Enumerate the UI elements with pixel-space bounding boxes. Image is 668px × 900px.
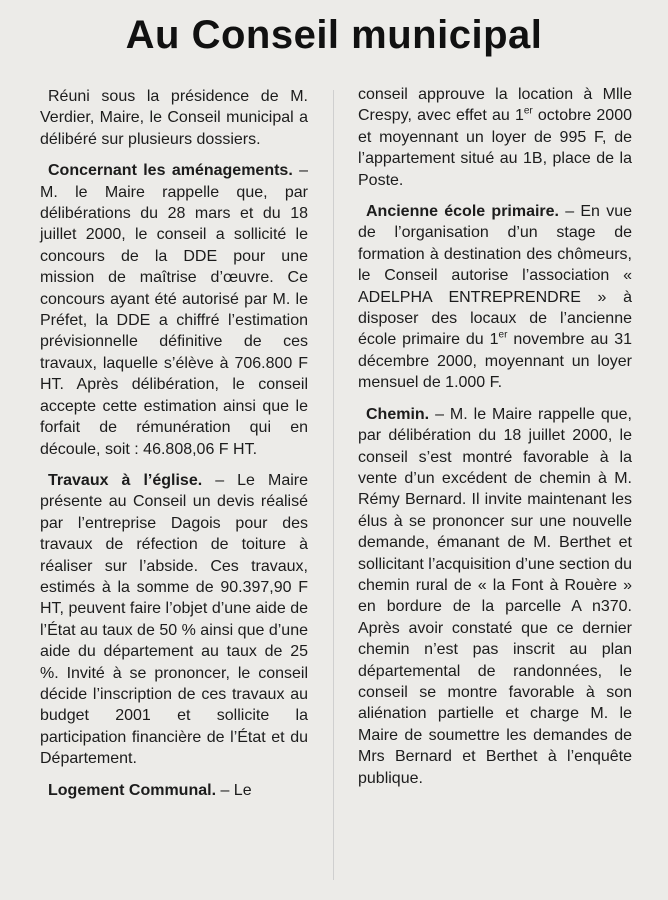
logement-body: – Le: [216, 781, 252, 799]
page-title: Au Conseil municipal: [125, 13, 543, 57]
ecole-body-1: – En vue de l’organisation d’un stage de formation à destination des chômeurs, le Conseil autorise l’association « ADELPHA ENTREPRENDRE » à disposer des locaux de l’ancienne école primaire du 1: [358, 203, 632, 349]
logement-paragraph: [40, 780, 308, 801]
chemin-paragraph: [358, 404, 632, 789]
eglise-body: – Le Maire présente au Conseil un devis réalisé par l’entreprise Dagois pour des travaux de réfection de toiture à réaliser sur l’abside. Ces travaux, estimés à la somme de 90.397,90 F HT, peuvent faire l’objet d’une aide de l’État au taux de 50 % ainsi que d’une aide du département au taux de 25 %. Invité à se prononcer, le conseil décide l’inscription de ces travaux au budget 2001 et sollicite la participation financière de l’État et du Département.: [40, 471, 309, 768]
logement-continued-paragraph: [358, 84, 632, 191]
eglise-paragraph: [40, 470, 308, 770]
amenagements-heading: Concernant les aménagements.: [48, 162, 293, 180]
logement-continued-text-2: octobre 2000 et moyennant un loyer de 995 F, de l’appartement situé au 1B, place de la Poste.: [358, 107, 632, 189]
column-divider: [333, 90, 334, 880]
eglise-heading: Travaux à l’église.: [48, 471, 203, 489]
logement-heading: Logement Communal.: [48, 781, 217, 799]
right-column: [358, 84, 632, 799]
logement-superscript: er: [523, 106, 533, 118]
ecole-heading: Ancienne école primaire.: [366, 203, 559, 221]
amenagements-paragraph: [40, 160, 308, 460]
chemin-body: – M. le Maire rappelle que, par délibération du 18 juillet 2000, le conseil s’est montré favorable à la vente d’un excédent de chemin à M. Rémy Bernard. Il invite maintenant les élus à se prononcer sur une nouvelle demande, émanant de M. Berthet et sollicitant l’acquisition d’une section du chemin rural de « la Font à Rouère » en bordure de la parcelle A n370. Après avoir constaté que ce dernier chemin n’est pas inscrit au plan départemental de randonnées, le conseil se montre favorable à son aliénation partielle et charge M. le Maire de soumettre les demandes de Mrs Bernard et Berthet à l’enquête publique.: [358, 405, 632, 787]
intro-paragraph: [40, 86, 308, 150]
logement-continued-text-1: conseil approuve la location à Mlle Crespy, avec effet au 1: [358, 86, 632, 125]
chemin-heading: Chemin.: [366, 405, 430, 423]
left-column: [40, 86, 308, 811]
ecole-superscript: er: [498, 330, 508, 342]
ecole-body-2: novembre au 31 décembre 2000, moyennant un loyer mensuel de 1.000 F.: [358, 331, 633, 392]
ecole-paragraph: [358, 201, 632, 394]
amenagements-body: – M. le Maire rappelle que, par délibérations du 28 mars et du 18 juillet 2000, le conseil a sollicité le concours de la DDE pour une mission de maîtrise d’œuvre. Ce concours ayant été autorisé par M. le Préfet, la DDE a chiffré l’estimation prévisionnelle définitive de ces travaux, laquelle s’élève à 706.800 F HT. Après délibération, le conseil accepte cette estimation ainsi que le forfait de rémunération qui en découle, soit : 46.808,06 F HT.: [40, 162, 309, 458]
intro-text: Réuni sous la présidence de M. Verdier, Maire, le Conseil municipal a délibéré sur plusieurs dossiers.: [40, 88, 308, 148]
